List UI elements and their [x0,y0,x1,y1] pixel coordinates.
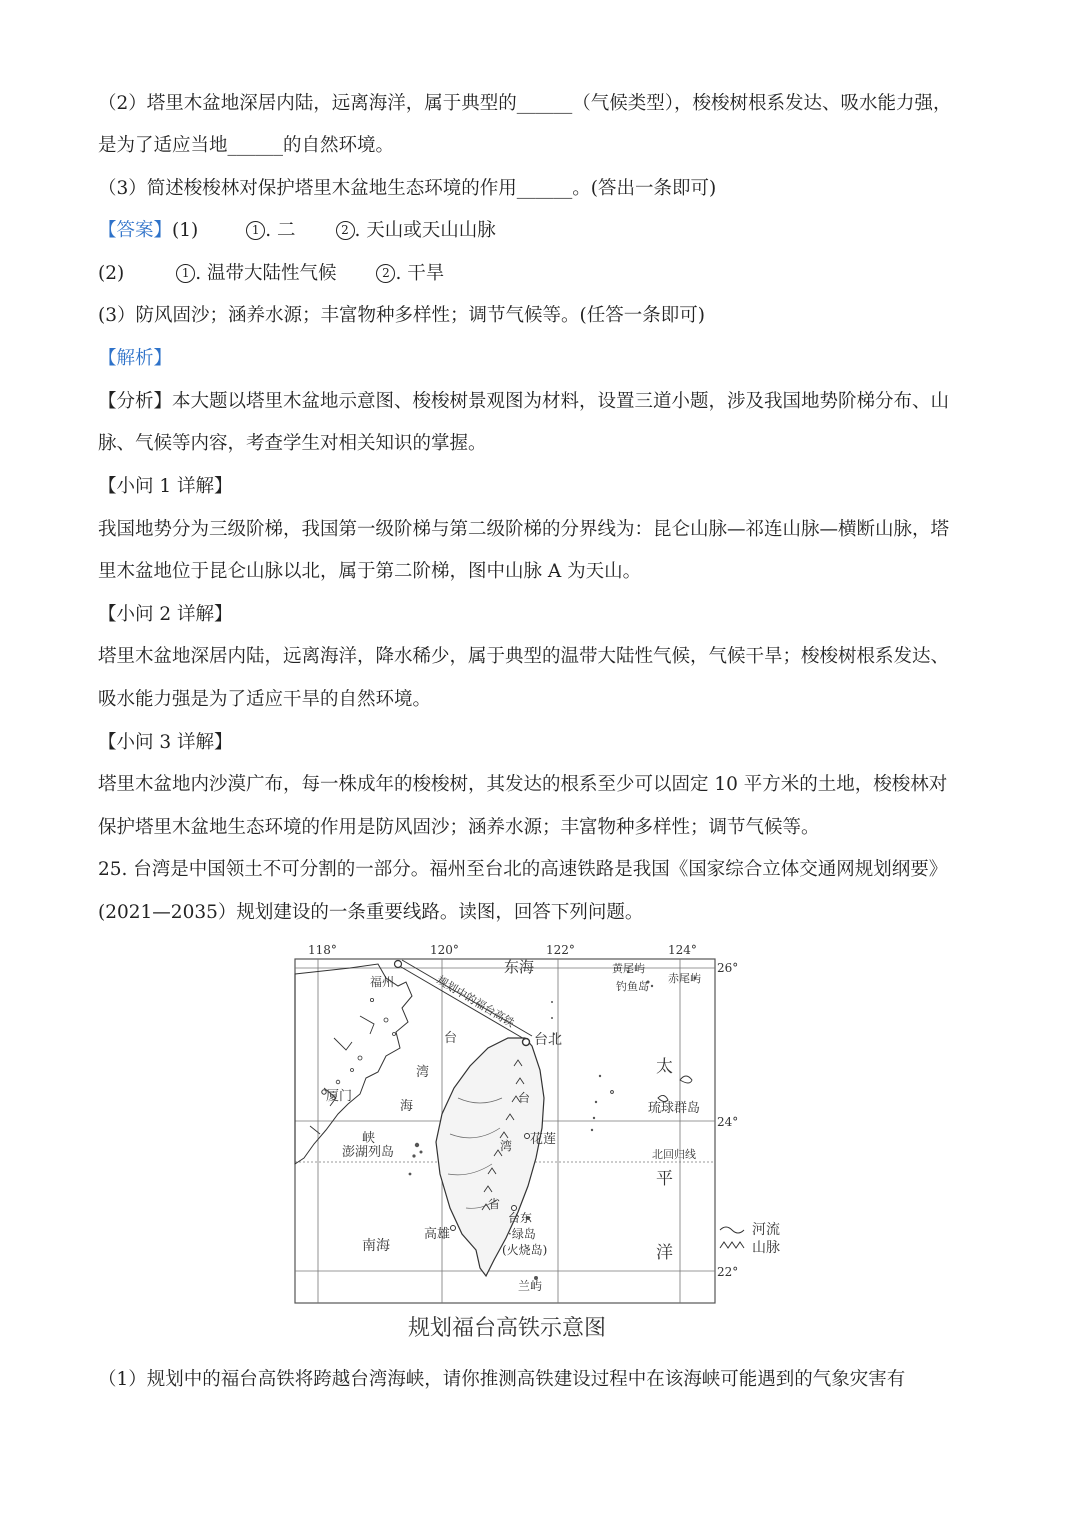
pacific-char-3: 洋 [656,1243,673,1263]
chiwei-label: 赤尾屿 [668,972,701,985]
sub1-line-2: 里木盆地位于昆仑山脉以北，属于第二阶梯，图中山脉 A 为天山。 [98,561,642,582]
q25-line-1: 25. 台湾是中国领土不可分割的一部分。福州至台北的高速铁路是我国《国家综合立体交通网规划纲要》 [98,859,948,880]
fenxi-line-2: 脉、气候等内容，考查学生对相关知识的掌握。 [98,433,487,454]
sub2-title: 【小问 2 详解】 [98,604,233,625]
penghu-islands [409,1143,423,1176]
strait-char-4: 峡 [362,1131,376,1146]
sea-east-label: 东海 [504,958,535,976]
taipei-label: 台北 [534,1032,562,1048]
gaoxiong-marker [451,1226,456,1231]
lon-label-120: 120° [430,943,459,957]
sub3-line-2: 保护塔里木盆地生态环境的作用是防风固沙；涵养水源；丰富物种多样性；调节气候等。 [98,817,820,838]
q2-line-1: （2）塔里木盆地深居内陆，远离海洋，属于典型的______（气候类型），梭梭树根系发达、吸水能力强， [98,93,952,114]
taipei-marker [523,1039,530,1046]
hualian-marker [525,1134,530,1139]
lanyu-label: 兰屿 [518,1279,543,1293]
lat-label-24: 24° [717,1115,739,1129]
diaoyu-label: 钓鱼岛 [616,980,649,993]
lon-label-122: 122° [546,943,575,957]
nanhai-label: 南海 [362,1238,390,1254]
fuzhou-label: 福州 [370,975,395,989]
circled-number: 1 [176,264,195,283]
sub2-line-2: 吸水能力强是为了适应干旱的自然环境。 [98,689,432,710]
legend-mountain-label: 山脉 [752,1240,780,1256]
ryukyu-label: 琉球群岛 [648,1101,701,1116]
fuzhou-marker [395,961,402,968]
pacific-char-2: 平 [656,1169,673,1189]
circled-number: 2 [376,264,395,283]
sub3-line-1: 塔里木盆地内沙漠广布，每一株成年的梭梭树，其发达的根系至少可以固定 10 平方米的土地，梭梭林对 [98,774,948,795]
tropic-label: 北回归线 [652,1148,696,1161]
pacific-char-1: 太 [656,1057,673,1077]
taiwan-char-1: 台 [518,1091,531,1105]
taiwan-char-2: 湾 [500,1139,513,1153]
strait-char-1: 台 [444,1031,458,1046]
jiexi-tag: 【解析】 [98,348,173,369]
circled-number: 1 [246,221,265,240]
coast-indent [310,1016,374,1134]
taiwan-char-3: 省 [488,1197,501,1211]
huangwei-label: 黄尾屿 [612,962,645,975]
penghu-label: 澎湖列岛 [342,1145,395,1160]
strait-char-3: 海 [400,1099,414,1114]
legend-mountain-symbol [720,1242,744,1248]
sub1-title: 【小问 1 详解】 [98,476,233,497]
sub3-title: 【小问 3 详解】 [98,732,233,753]
taidong-marker [512,1206,517,1211]
xiamen-label: 厦门 [326,1089,353,1104]
strait-char-2: 湾 [416,1065,430,1080]
q25-sub1: （1）规划中的福台高铁将跨越台湾海峡，请你推测高铁建设过程中在该海峡可能遇到的气象灾害有 [98,1369,906,1390]
map-caption: 规划福台高铁示意图 [408,1316,607,1341]
lon-label-118: 118° [308,943,337,957]
gaoxiong-label: 高雄 [424,1227,451,1242]
mainland-coast [295,964,412,1164]
q2-line-2: 是为了适应当地______的自然环境。 [98,135,395,156]
legend-river-symbol [720,1227,744,1233]
fenxi-line-1: 【分析】本大题以塔里木盆地示意图、梭梭树景观图为材料，设置三道小题，涉及我国地势阶梯分布、山 [98,391,950,412]
legend-river-label: 河流 [752,1222,780,1238]
answer-tag: 【答案】 [98,220,173,241]
q3-line: （3）简述梭梭林对保护塔里木盆地生态环境的作用______。(答出一条即可) [98,178,717,199]
sub1-line-1: 我国地势分为三级阶梯，我国第一级阶梯与第二级阶梯的分界线为：昆仑山脉—祁连山脉—横断山脉，塔 [98,519,950,540]
hualian-label: 花莲 [530,1132,557,1147]
coastal-islands [336,998,395,1083]
answer-part-2: (2) 1 . 温带大陆性气候 2 . 干旱 [98,263,445,284]
lat-label-26: 26° [717,961,739,975]
circled-number: 2 [336,221,355,240]
answer-part-1: 【答案】(1) 1 . 二 2 . 天山或天山山脉 [98,220,496,241]
q25-line-2: (2021—2035）规划建设的一条重要线路。读图，回答下列问题。 [98,902,644,923]
answer-part-3: (3）防风固沙；涵养水源；丰富物种多样性；调节气候等。(任答一条即可) [98,305,705,326]
lon-label-124: 124° [668,943,697,957]
taidong-label: 台东 [508,1211,533,1225]
railway-label: 规划中的福台高铁 [434,973,517,1030]
fujian-taiwan-map [290,938,780,1310]
lat-label-22: 22° [717,1265,739,1279]
ludao-label: ·绿岛 [508,1227,536,1241]
huoshao-label: (火烧岛) [502,1243,548,1257]
sub2-line-1: 塔里木盆地深居内陆，远离海洋，降水稀少，属于典型的温带大陆性气候，气候干旱；梭梭树根系发达、 [98,646,950,667]
